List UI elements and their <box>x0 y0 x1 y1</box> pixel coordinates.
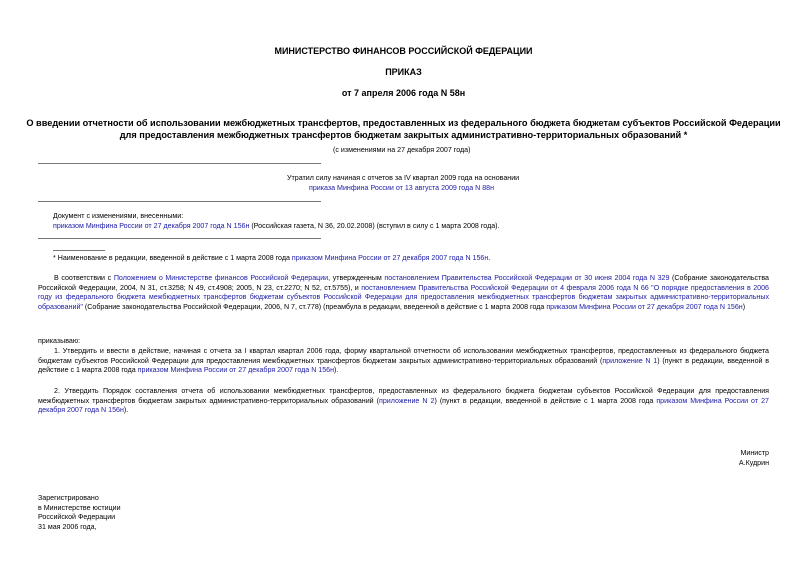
item-2-text: ). <box>123 406 129 415</box>
item-1-text: 1. Утвердить и ввести в действие, начиная с отчета за I квартал квартал 2006 года, форму квартальной отчетности об использовании межбюджетных трансфертов, предоставленных из федерального бюджета бюджетам субъектов Российской Федерации для предоставления межбюджетных трансфертов бюджетам закрытых административно-территориальных образований ( <box>38 347 769 365</box>
item-2-text: ) (пункт в редакции, введенной в действие с 1 марта 2008 года <box>434 396 657 405</box>
expired-order-link[interactable]: приказа Минфина России от 13 августа 2009 года N 88н <box>309 184 495 192</box>
registration-line: Российской Федерации <box>38 513 116 522</box>
amendment-publication: (Российская газета, N 36, 20.02.2008) (вступил в силу с 1 марта 2008 года). <box>249 222 500 230</box>
item-1-paragraph <box>38 347 769 376</box>
amendment-order-link[interactable]: приказом Минфина России от 27 декабря 2007 года N 156н <box>53 222 250 230</box>
separator-line <box>38 163 321 164</box>
preamble-text: (Собрание законодательства Российской Федерации, 2006, N 7, ст.778) (преамбула в редакции, введенной в действие с 1 марта 2008 года <box>82 302 547 311</box>
amendments-label: Документ с изменениями, внесенными: <box>53 212 184 220</box>
item-2-text: 2. Утвердить Порядок составления отчета об использовании межбюджетных трансфертов, предоставленных из федерального бюджета бюджетам субъектов Российской Федерации для предоставления межбюджетных трансфертов бюджетам закрытых административно-территориальных образований ( <box>38 387 769 405</box>
document-type: ПРИКАЗ <box>385 67 422 77</box>
preamble-text: В соответствии с <box>54 274 114 282</box>
footnote <box>53 254 490 264</box>
preamble-text: ) <box>742 302 746 311</box>
signature-position: Министр <box>740 449 769 457</box>
amendments-line <box>53 222 499 232</box>
footnote-text: * Наименование в редакции, введенной в действие с 1 марта 2008 года <box>53 254 292 262</box>
item-2-paragraph <box>38 387 769 416</box>
preamble-text: , утвержденным <box>328 274 385 282</box>
government-decree-66-link[interactable]: постановлением Правительства Российской Федерации от 4 февраля 2006 года N 66 "О порядке предоставления в 2006 году из федерального бюджета межбюджетных трансфертов бюджетам субъектов Российской Федерации для предоставления межбюджетных трансфертов бюджетам закрытых административно-территориальных образований" <box>38 283 769 311</box>
title-line-1: О введении отчетности об использовании межбюджетных трансфертов, предоставленных из федерального бюджета бюджетам субъектов Российской Федерации <box>26 118 781 128</box>
footnote-end: . <box>488 254 491 262</box>
registration-line: Зарегистрировано <box>38 494 99 502</box>
appendix-1-link[interactable]: приложение N 1 <box>602 356 658 365</box>
footnote-order-link[interactable]: приказом Минфина России от 27 декабря 2007 года N 156н <box>291 254 489 262</box>
order-word: приказываю: <box>38 337 81 345</box>
registration-line: в Министерстве юстиции <box>38 503 121 512</box>
item-1-text: ). <box>334 366 339 375</box>
expired-text: Утратил силу начиная с отчетов за IV квартал 2009 года на основании <box>287 174 520 182</box>
amendment-order-link[interactable]: приказом Минфина России от 27 декабря 2007 года N 156н <box>137 366 335 375</box>
amendment-order-link[interactable]: приказом Минфина России от 27 декабря 2007 года N 156н <box>546 302 743 311</box>
item-1-text: ) (пункт в редакции, введенной в действие с 1 марта 2008 года <box>38 356 770 375</box>
footnote-separator <box>53 250 105 251</box>
government-decree-329-link[interactable]: постановлением Правительства Российской Федерации от 30 июня 2004 года N 329 <box>384 274 670 282</box>
separator-line <box>38 238 321 239</box>
ministry-regulation-link[interactable]: Положением о Министерстве финансов Российской Федерации <box>113 274 329 282</box>
document-title <box>0 117 807 141</box>
appendix-2-link[interactable]: приложение N 2 <box>379 396 435 405</box>
title-line-2: для предоставления межбюджетных трансфертов бюджетам закрытых административно-территориальных образований * <box>119 130 688 140</box>
changes-note: (с изменениями на 27 декабря 2007 года) <box>333 146 471 154</box>
ministry-heading: МИНИСТЕРСТВО ФИНАНСОВ РОССИЙСКОЙ ФЕДЕРАЦИИ <box>274 46 533 56</box>
amendment-order-link[interactable]: приказом Минфина России от 27 декабря 2007 года N 156н <box>38 396 769 415</box>
separator-line <box>38 201 321 202</box>
registration-line: 31 мая 2006 года, <box>38 522 97 531</box>
preamble-text: (Собрание законодательства Российской Федерации, 2004, N 31, ст.3258; N 49, ст.4908; 2005, N 23, ст.2270; N 52, ст.5755), и <box>38 274 769 292</box>
signature-name: А.Кудрин <box>738 459 769 467</box>
registration-block <box>38 494 121 532</box>
preamble-paragraph <box>38 274 769 312</box>
document-date-number: от 7 апреля 2006 года N 58н <box>341 88 466 98</box>
